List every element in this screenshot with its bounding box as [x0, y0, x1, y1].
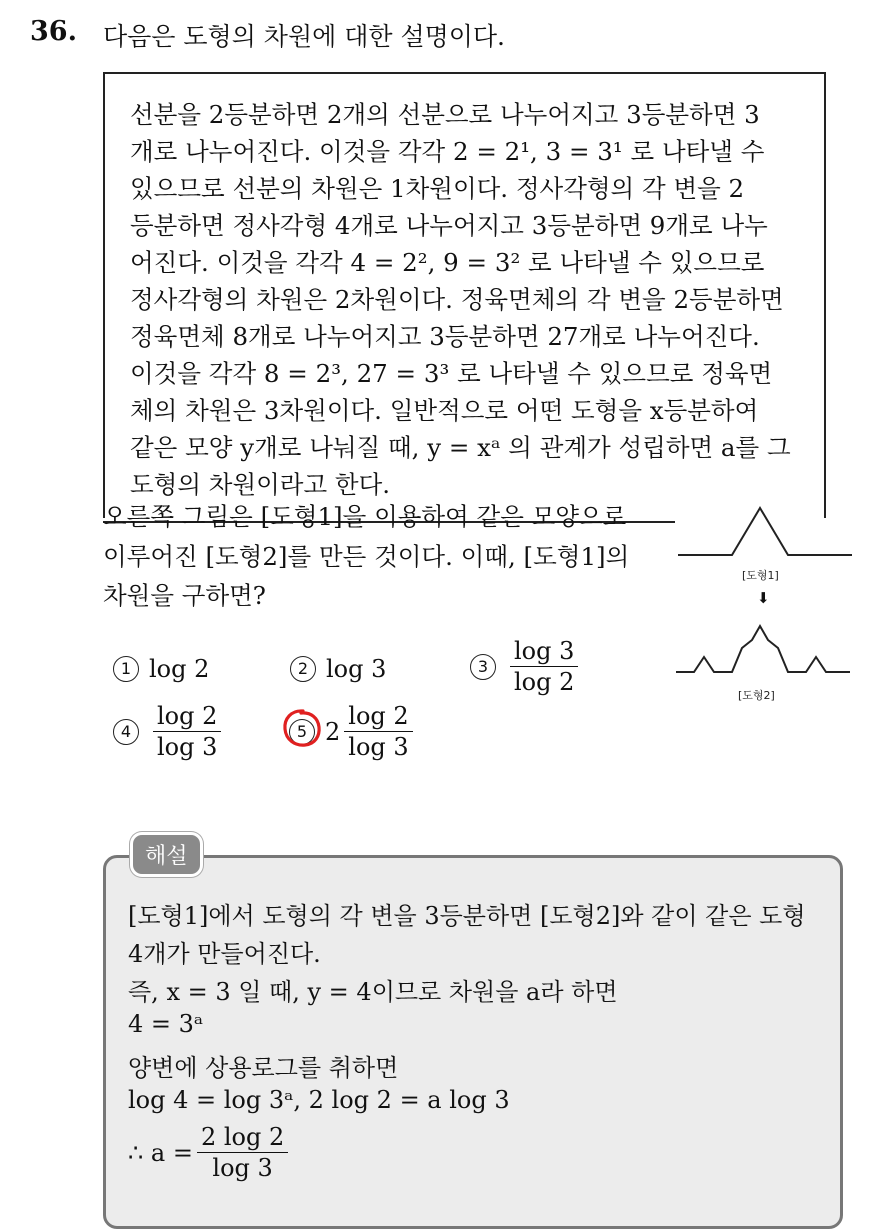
choice-1-mark: 1: [113, 656, 139, 682]
passage-line: 선분을 2등분하면 2개의 선분으로 나누어지고 3등분하면 3: [130, 100, 760, 129]
choice-1-text: log 2: [149, 655, 210, 683]
choice-4-fraction: [153, 703, 221, 761]
solution-line: 즉, x = 3 일 때, y = 4이므로 차원을 a라 하면: [128, 978, 618, 1006]
solution-final-line: [128, 1124, 288, 1182]
solution-line: log 4 = log 3ᵃ, 2 log 2 = a log 3: [128, 1086, 510, 1114]
passage-line: 이것을 각각 8 = 2³, 27 = 3³ 로 나타낼 수 있으므로 정육면: [130, 359, 773, 388]
solution-tag: 해설: [130, 832, 203, 877]
passage-line: 정육면체 8개로 나누어지고 3등분하면 27개로 나누어진다.: [130, 322, 760, 351]
prompt-line: 이루어진 [도형2]를 만든 것이다. 이때, [도형1]의: [103, 542, 630, 571]
passage-line: 도형의 차원이라고 한다.: [130, 470, 391, 499]
final-prefix: ∴ a =: [128, 1138, 193, 1167]
solution-line: 4 = 3ᵃ: [128, 1010, 204, 1038]
solution-line: [도형1]에서 도형의 각 변을 3등분하면 [도형2]와 같이 같은 도형: [128, 902, 806, 930]
passage-line: 개로 나누어진다. 이것을 각각 2 = 2¹, 3 = 3¹ 로 나타낼 수: [130, 137, 765, 166]
figure2-caption: [도형2]: [738, 689, 775, 702]
fraction-denominator: log 3: [348, 733, 409, 762]
choice-2-text: log 3: [326, 655, 387, 683]
choice-5-coefficient: 2: [325, 717, 341, 746]
passage-line: 같은 모양 y개로 나눠질 때, y = xᵃ 의 관계가 성립하면 a를 그: [130, 433, 791, 462]
choice-1[interactable]: [113, 655, 209, 683]
choice-5-mark: 5: [289, 719, 315, 745]
passage-line: 있으므로 선분의 차원은 1차원이다. 정사각형의 각 변을 2: [130, 174, 745, 203]
solution-box: [103, 855, 843, 1229]
choice-2[interactable]: [290, 655, 386, 683]
choice-3-fraction: [510, 638, 578, 696]
passage-line: 정사각형의 차원은 2차원이다. 정육면체의 각 변을 2등분하면: [130, 285, 784, 314]
fraction-numerator: 2 log 2: [197, 1124, 288, 1153]
figure2-shape: [676, 626, 850, 672]
fraction-denominator: log 2: [514, 668, 575, 697]
fraction-denominator: log 3: [157, 733, 218, 762]
passage-line: 체의 차원은 3차원이다. 일반적으로 어떤 도형을 x등분하여: [130, 396, 759, 425]
choice-4[interactable]: [113, 703, 221, 761]
passage-line: 등분하면 정사각형 4개로 나누어지고 3등분하면 9개로 나누: [130, 211, 768, 240]
figure1-caption: [도형1]: [742, 569, 779, 582]
final-fraction: [197, 1124, 288, 1182]
solution-line: 4개가 만들어진다.: [128, 940, 321, 968]
choice-2-mark: 2: [290, 656, 316, 682]
fraction-numerator: log 3: [510, 638, 578, 667]
question-number: 36.: [30, 16, 77, 47]
choice-3[interactable]: [470, 638, 578, 696]
fraction-numerator: log 2: [344, 703, 412, 732]
selected-answer-circle: [281, 707, 323, 749]
fraction-denominator: log 3: [212, 1154, 273, 1183]
choice-4-mark: 4: [113, 719, 139, 745]
fraction-numerator: log 2: [153, 703, 221, 732]
figure1-shape: [678, 508, 852, 555]
prompt-line: 차원을 구하면?: [103, 581, 266, 610]
solution-line: 양변에 상용로그를 취하면: [128, 1054, 399, 1082]
passage-box: [103, 72, 826, 518]
choice-5-fraction: [344, 703, 412, 761]
question-title: 다음은 도형의 차원에 대한 설명이다.: [103, 22, 505, 51]
choice-3-mark: 3: [470, 654, 496, 680]
down-arrow-icon: ⬇: [757, 589, 770, 607]
passage-line: 어진다. 이것을 각각 4 = 2², 9 = 3² 로 나타낼 수 있으므로: [130, 248, 765, 277]
prompt-line: 오른쪽 그림은 [도형1]을 이용하여 같은 모양으로: [103, 502, 627, 531]
